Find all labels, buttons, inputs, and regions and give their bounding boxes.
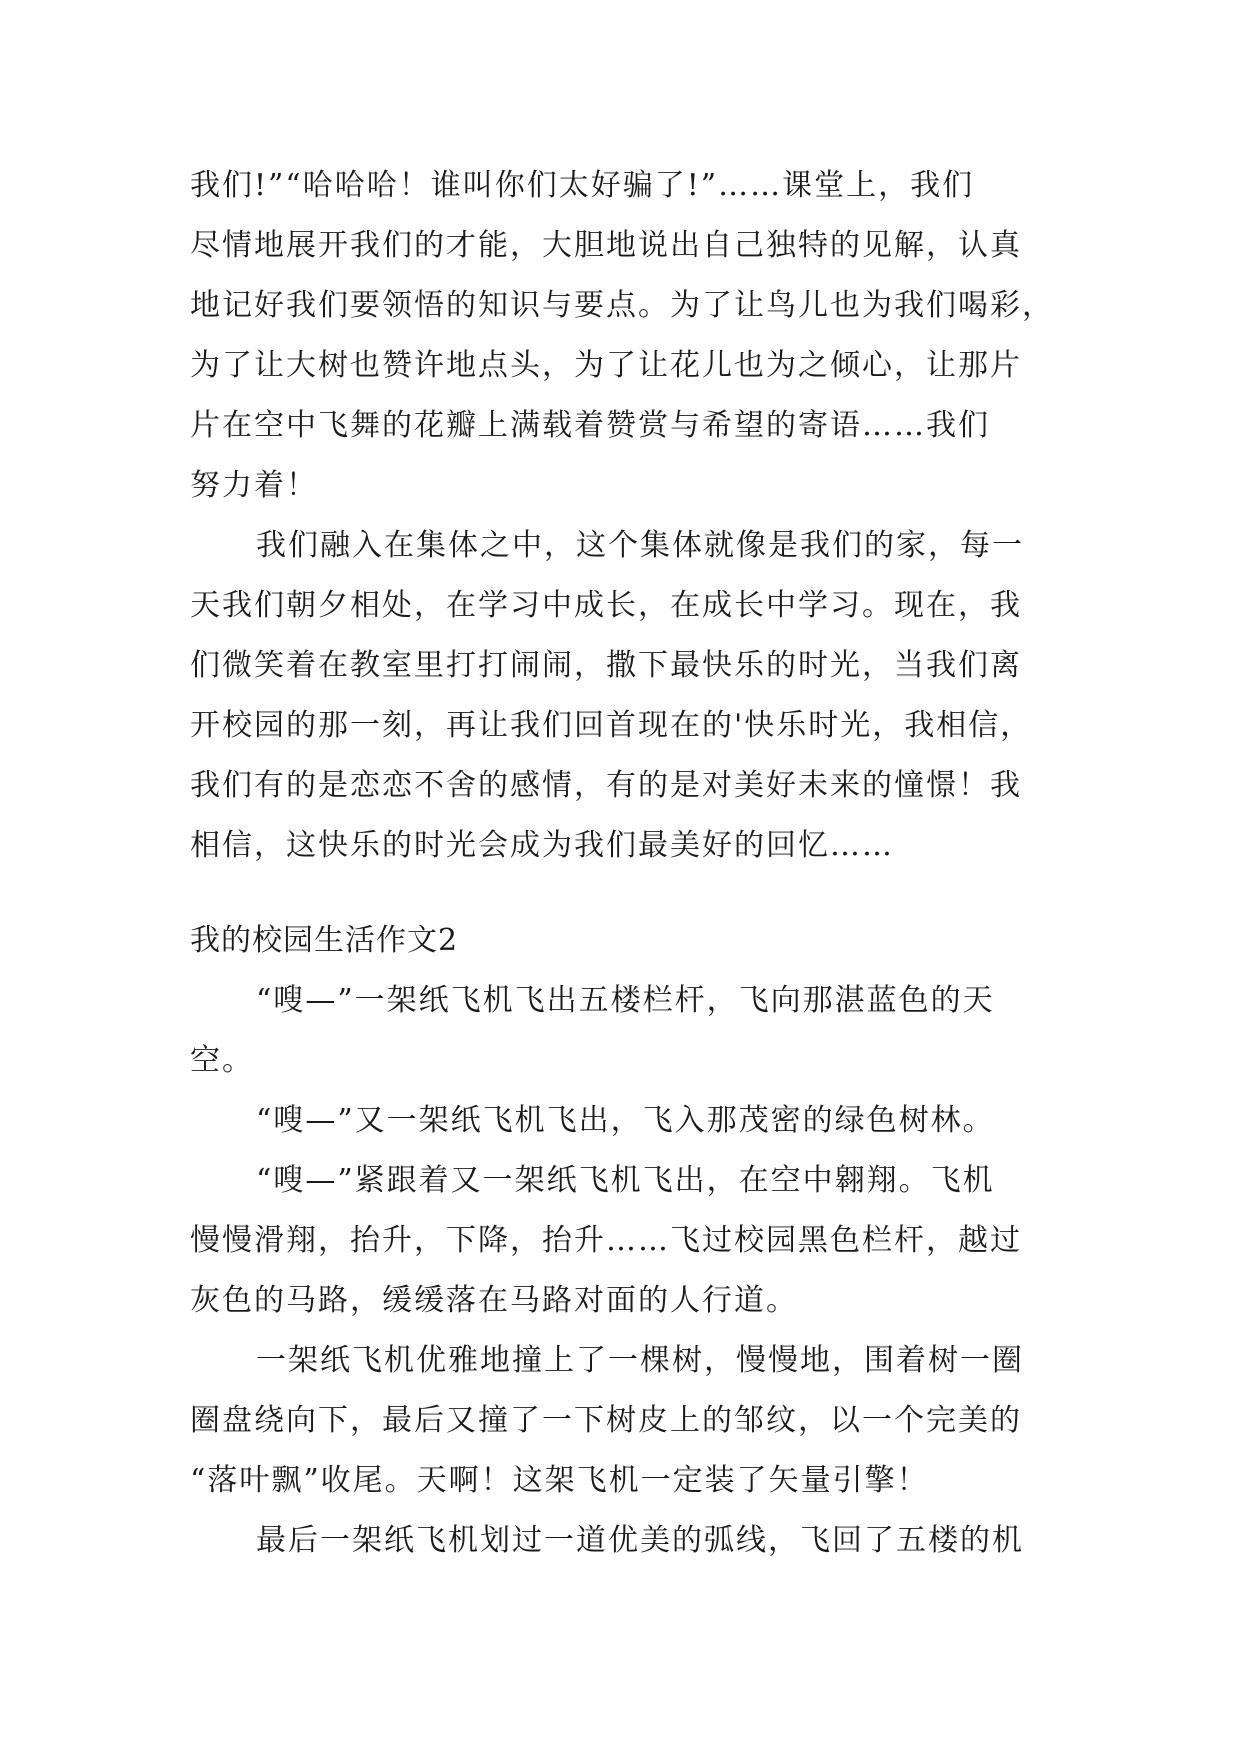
text-line: 圈盘绕向下，最后又撞了一下树皮上的邹纹，以一个完美的 xyxy=(190,1403,1022,1438)
text-line: “落叶飘”收尾。天啊！这架飞机一定装了矢量引擎！ xyxy=(190,1463,929,1498)
text-line: 相信，这快乐的时光会成为我们最美好的回忆…… xyxy=(190,828,894,863)
text-line: 空。 xyxy=(190,1043,254,1078)
paragraph-start-line: “嗖—”一架纸飞机飞出五楼栏杆，飞向那湛蓝色的天 xyxy=(256,983,995,1018)
paragraph-start-line: “嗖—”紧跟着又一架纸飞机飞出，在空中翱翔。飞机 xyxy=(256,1163,995,1198)
text-line: 我们!”“哈哈哈！谁叫你们太好骗了!”……课堂上，我们 xyxy=(190,168,975,203)
paragraph-start-line: 一架纸飞机优雅地撞上了一棵树，慢慢地，围着树一圈 xyxy=(256,1343,1024,1378)
text-line: 我们有的是恋恋不舍的感情，有的是对美好未来的憧憬！我 xyxy=(190,768,1022,803)
paragraph-start-line: 我们融入在集体之中，这个集体就像是我们的家，每一 xyxy=(256,528,1024,563)
text-line: 地记好我们要领悟的知识与要点。为了让鸟儿也为我们喝彩， xyxy=(190,288,1054,323)
text-line: 开校园的那一刻，再让我们回首现在的'快乐时光，我相信， xyxy=(190,708,1033,743)
text-line: 片在空中飞舞的花瓣上满载着赞赏与希望的寄语……我们 xyxy=(190,408,990,443)
text-line: 慢慢滑翔，抬升，下降，抬升……飞过校园黑色栏杆，越过 xyxy=(190,1223,1022,1258)
text-line: 灰色的马路，缓缓落在马路对面的人行道。 xyxy=(190,1283,798,1318)
text-line: 努力着！ xyxy=(190,468,318,503)
text-line: 为了让大树也赞许地点头，为了让花儿也为之倾心，让那片 xyxy=(190,348,1022,383)
text-line: 们微笑着在教室里打打闹闹，撒下最快乐的时光，当我们离 xyxy=(190,648,1022,683)
section-title: 我的校园生活作文2 xyxy=(190,923,459,958)
text-line: 尽情地展开我们的才能，大胆地说出自己独特的见解，认真 xyxy=(190,228,1022,263)
paragraph-start-line: “嗖—”又一架纸飞机飞出，飞入那茂密的绿色树林。 xyxy=(256,1103,995,1138)
paragraph-start-line: 最后一架纸飞机划过一道优美的弧线，飞回了五楼的机 xyxy=(256,1523,1024,1558)
text-line: 天我们朝夕相处，在学习中成长，在成长中学习。现在，我 xyxy=(190,588,1022,623)
